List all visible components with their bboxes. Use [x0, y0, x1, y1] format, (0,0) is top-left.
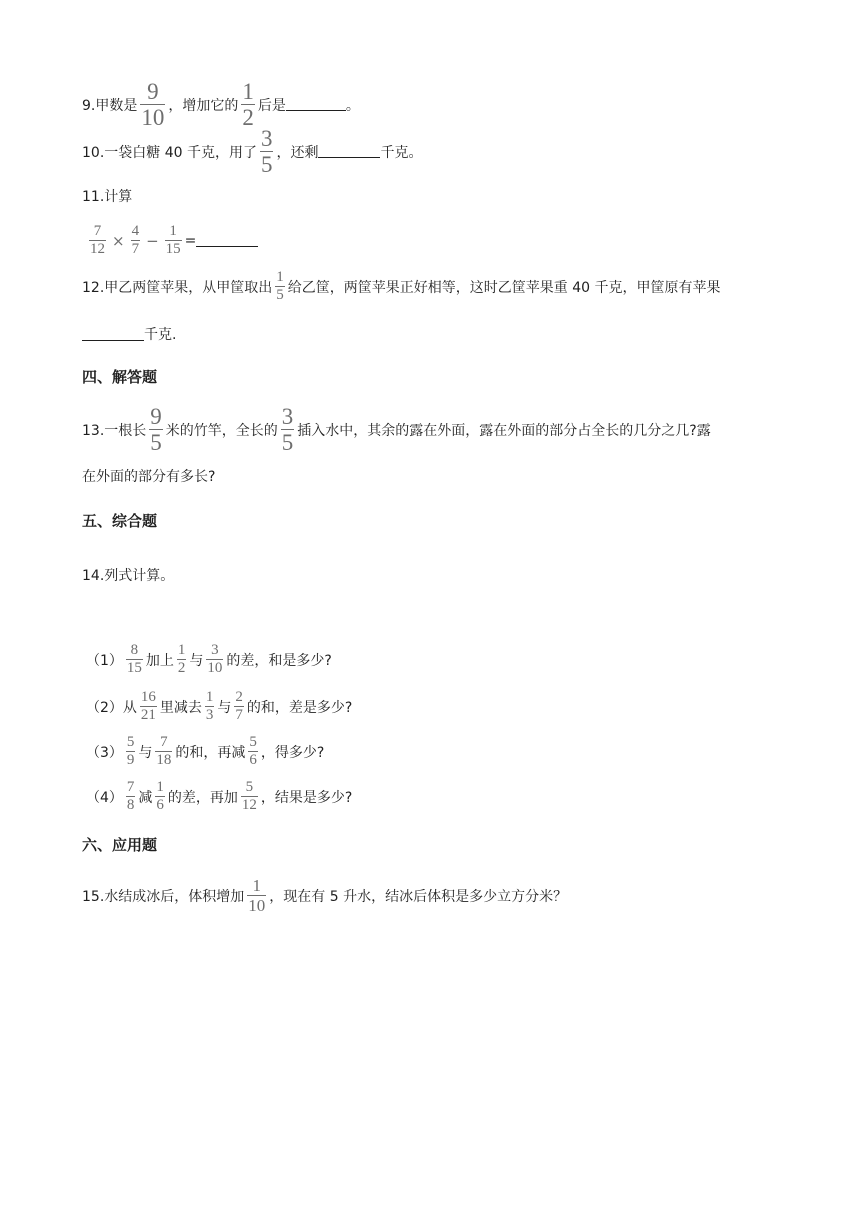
- q10-text-end: 千克。: [380, 144, 423, 161]
- q11-title: 11.计算: [82, 189, 133, 205]
- question-15: [82, 877, 567, 914]
- q10-text-pre: 10.一袋白糖 40 千克，用了: [82, 144, 257, 161]
- q9-text-pre: 9.甲数是: [82, 97, 138, 114]
- question-11-expression: [86, 224, 258, 257]
- question-9: [82, 80, 360, 129]
- q13-fraction-1: $\frac{9}{5}$: [150, 404, 162, 455]
- q15-text-pre: 15.水结成冰后，体积增加: [82, 888, 245, 905]
- q14-p4-fraction-2: $\frac{1}{6}$: [156, 779, 164, 813]
- times-sign: ×: [112, 231, 125, 250]
- q12-text-pre: 12.甲乙两筐苹果，从甲筐取出: [82, 279, 273, 296]
- q13-fraction-2: $\frac{3}{5}$: [281, 404, 294, 455]
- q9-text-mid: ，增加它的: [168, 97, 239, 114]
- q14-p2-fraction-1: $\frac{16}{21}$: [140, 689, 156, 723]
- q12-fraction: $\frac{1}{5}$: [276, 269, 284, 303]
- q12-text-end: 千克.: [144, 327, 177, 343]
- q14-p2-fraction-2: $\frac{1}{3}$: [205, 689, 214, 723]
- q15-fraction: $\frac{1}{10}$: [248, 876, 266, 915]
- q13-text-pre: 13.一根长: [82, 422, 147, 439]
- question-14-part-2: （2）从 $\frac{16}{21}$ 里减去 $\frac{1}{3}$ 与 $\frac{2}{7}$ 的和，差是多少?: [86, 689, 353, 723]
- question-12: [82, 270, 720, 303]
- question-11-title: [82, 186, 132, 206]
- q14-p4-fraction-3: $\frac{5}{12}$: [241, 779, 257, 813]
- q13-text-mid: 米的竹竿，全长的: [165, 422, 278, 439]
- q14-p1-fraction-1: $\frac{8}{15}$: [126, 642, 142, 676]
- q10-answer-blank[interactable]: [318, 145, 380, 158]
- question-14-title: 14.列式计算。: [82, 568, 175, 584]
- section-5-heading: 五、综合题: [82, 512, 158, 530]
- q12-text-post: 给乙筐，两筐苹果正好相等，这时乙筐苹果重 40 千克，甲筐原有苹果: [287, 279, 721, 296]
- q12-answer-blank[interactable]: [82, 328, 144, 341]
- q14-p4-fraction-1: $\frac{7}{8}$: [126, 779, 135, 813]
- q11-fraction-3: $\frac{1}{15}$: [165, 223, 181, 257]
- section-6-heading: 六、应用题: [82, 836, 158, 854]
- q14-p3-fraction-1: $\frac{5}{9}$: [126, 734, 135, 768]
- question-14-part-3: （3） $\frac{5}{9}$ 与 $\frac{7}{18}$ 的和，再减 $\frac{5}{6}$ ，得多少?: [86, 734, 325, 768]
- question-12-line-2: [82, 324, 176, 344]
- q14-p3-fraction-3: $\frac{5}{6}$: [249, 734, 257, 768]
- equals-sign: =: [184, 232, 197, 249]
- question-13: [82, 405, 711, 454]
- q15-text-post: ，现在有 5 升水，结冰后体积是多少立方分米？: [269, 888, 568, 905]
- q9-answer-blank[interactable]: [286, 98, 346, 111]
- question-14-part-1: （1） $\frac{8}{15}$ 加上 $\frac{1}{2}$ 与 $\frac{3}{10}$ 的差，和是多少?: [86, 642, 332, 676]
- q11-answer-blank[interactable]: [196, 234, 258, 247]
- q10-fraction: $\frac{3}{5}$: [260, 126, 273, 177]
- q14-p1-fraction-2: $\frac{1}{2}$: [177, 642, 186, 676]
- q9-text-end: 。: [345, 97, 360, 114]
- q9-fraction-2: $\frac{1}{2}$: [242, 79, 254, 130]
- q11-fraction-2: $\frac{4}{7}$: [131, 223, 140, 257]
- question-14-part-4: （4） $\frac{7}{8}$ 减 $\frac{1}{6}$ 的差，再加 $\frac{5}{12}$ ，结果是多少?: [86, 779, 353, 813]
- q13-text-line-2: 在外面的部分有多长?: [82, 469, 216, 485]
- q14-p2-fraction-3: $\frac{2}{7}$: [235, 689, 243, 723]
- question-13-line-2: [82, 466, 215, 486]
- q9-fraction-1: $\frac{9}{10}$: [141, 79, 165, 130]
- section-4-heading: 四、解答题: [82, 368, 158, 386]
- q11-fraction-1: $\frac{7}{12}$: [90, 223, 105, 257]
- q9-text-post: 后是: [257, 97, 286, 114]
- q10-text-mid: ，还剩: [276, 144, 319, 161]
- q13-text-post: 插入水中，其余的露在外面，露在外面的部分占全长的几分之几?露: [297, 422, 711, 439]
- minus-sign: −: [146, 231, 159, 250]
- question-10: [82, 127, 422, 176]
- q14-p1-fraction-3: $\frac{3}{10}$: [207, 642, 223, 676]
- q14-p3-fraction-2: $\frac{7}{18}$: [156, 734, 172, 768]
